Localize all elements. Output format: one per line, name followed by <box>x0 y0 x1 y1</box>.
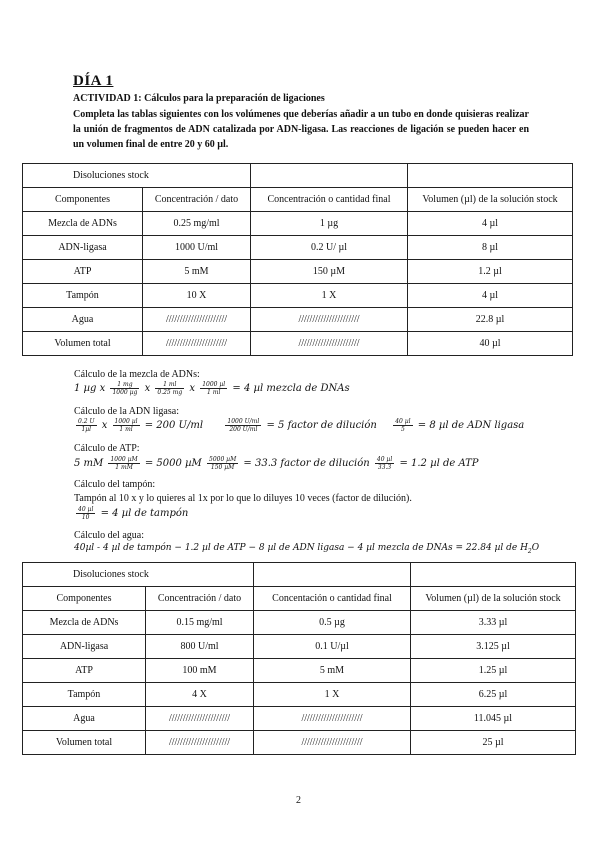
table-cell: Mezcla de ADNs <box>23 212 143 236</box>
table-row <box>23 236 573 260</box>
table-2-header-row <box>23 563 576 587</box>
table-row <box>23 731 576 755</box>
table-cell: ATP <box>23 659 146 683</box>
table-row <box>23 212 573 236</box>
table-cell: 4 µl <box>408 212 573 236</box>
table-cell: 1 X <box>251 284 408 308</box>
table-cell: ////////////////////// <box>251 332 408 356</box>
table-row <box>23 308 573 332</box>
table-cell: 800 U/ml <box>146 635 254 659</box>
table-cell: 40 µl <box>408 332 573 356</box>
page-number: 2 <box>296 795 301 806</box>
table-cell: Volumen total <box>23 731 146 755</box>
table-1-header-row <box>23 164 573 188</box>
atp-calc-label: Cálculo de ATP: <box>74 443 140 454</box>
table-cell: 11.045 µl <box>411 707 576 731</box>
fraction: $\frac{1 ml}{0.25 mg}$ <box>157 381 183 396</box>
table-cell: ////////////////////// <box>143 332 251 356</box>
page-title: DÍA 1 <box>73 73 114 89</box>
table-row <box>23 635 576 659</box>
agua-calc-formula: 40µl - 4 µl de tampón − 1.2 µl de ATP − 8 µl de ADN ligasa − 4 µl mezcla de DNAs = 22.84 µl de $H_2O$ <box>74 543 540 555</box>
table-row <box>23 260 573 284</box>
ligase-calc-label: Cálculo de la ADN ligasa: <box>74 406 179 417</box>
fraction: $\frac{\text{5000 µM}}{\text{150 µM}}$ <box>209 456 237 471</box>
table-1-title: Disoluciones stock <box>23 164 251 188</box>
table-cell: 4 X <box>146 683 254 707</box>
intro-paragraph: Completa las tablas siguientes con los volúmenes que deberías añadir a un tubo en donde quisieras realizar la unión de fragmentos de ADN catalizada por ADN-ligasa. Las reacciones de ligación se pueden hacer en un volumen final de entre 20 y 60 µl. <box>73 109 529 150</box>
table-cell: 1.2 µl <box>408 260 573 284</box>
table-cell: 8 µl <box>408 236 573 260</box>
fraction: $\frac{\text{40 µl}}{5}$ <box>395 418 411 433</box>
column-header: Volumen (µl) de la solución stock <box>408 188 573 212</box>
table-cell: ////////////////////// <box>146 707 254 731</box>
table-cell: ATP <box>23 260 143 284</box>
tampon-calc-label: Cálculo del tampón: <box>74 479 156 490</box>
fraction: $\frac{\text{1000 µl}}{1 ml}$ <box>202 381 226 396</box>
table-cell: ////////////////////// <box>254 707 411 731</box>
column-header: Concentración / dato <box>146 587 254 611</box>
table-cell: ////////////////////// <box>146 731 254 755</box>
atp-calc-formula: 5 mM $\frac{\text{1000 µM}}{1 mM}$ = 5000 µM $\frac{\text{5000 µM}}{\text{150 µM}}$ = 33.3 factor de dilución $\frac{\text{40 µl}}{33.3}$ = 1.2 µl de ATP <box>74 456 479 471</box>
table-cell: 5 mM <box>254 659 411 683</box>
table-cell: 0.1 U/µl <box>254 635 411 659</box>
table-cell: ////////////////////// <box>254 731 411 755</box>
tampon-calc-text: Tampón al 10 x y lo quieres al 1x por lo que lo diluyes 10 veces (factor de dilución). <box>74 493 412 504</box>
table-cell: 25 µl <box>411 731 576 755</box>
fraction: $\frac{0.2 U}{\text{1µl}}$ <box>78 418 95 433</box>
table-cell: ADN-ligasa <box>23 635 146 659</box>
table-cell: Volumen total <box>23 332 143 356</box>
table-cell: Tampón <box>23 683 146 707</box>
fraction: $\frac{1000 U/ml}{200 U/ml}$ <box>227 418 260 433</box>
table-cell: 1.25 µl <box>411 659 576 683</box>
table-1-columns <box>23 188 573 212</box>
table-cell: 3.33 µl <box>411 611 576 635</box>
column-header: Componentes <box>23 188 143 212</box>
table-cell: 100 mM <box>146 659 254 683</box>
column-header: Componentes <box>23 587 146 611</box>
fraction: $\frac{\text{1000 µM}}{1 mM}$ <box>110 456 138 471</box>
table-cell: 0.25 mg/ml <box>143 212 251 236</box>
table-cell: 10 X <box>143 284 251 308</box>
column-header: Concentración o cantidad final <box>251 188 408 212</box>
table-cell: 0.5 µg <box>254 611 411 635</box>
table-cell: 6.25 µl <box>411 683 576 707</box>
table-row <box>23 284 573 308</box>
dna-calc-formula: 1 µg x $\frac{1 mg}{\text{1000 µg}}$ x $\frac{1 ml}{0.25 mg}$ x $\frac{\text{1000 µl}}{1 ml}$ = 4 µl mezcla de DNAs <box>74 381 350 396</box>
table-cell: ADN-ligasa <box>23 236 143 260</box>
column-header: Concentación o cantidad final <box>254 587 411 611</box>
table-cell: 4 µl <box>408 284 573 308</box>
table-2-title: Disoluciones stock <box>23 563 254 587</box>
table-row <box>23 659 576 683</box>
table-cell: 0.15 mg/ml <box>146 611 254 635</box>
table-cell: 22.8 µl <box>408 308 573 332</box>
agua-calc-label: Cálculo del agua: <box>74 530 144 541</box>
dna-calc-label: Cálculo de la mezcla de ADNs: <box>74 369 200 380</box>
table-cell: Mezcla de ADNs <box>23 611 146 635</box>
table-cell: Tampón <box>23 284 143 308</box>
table-cell: 1000 U/ml <box>143 236 251 260</box>
table-cell: ////////////////////// <box>251 308 408 332</box>
column-header: Volumen (µl) de la solución stock <box>411 587 576 611</box>
table-cell: 0.2 U/ µl <box>251 236 408 260</box>
table-2-columns <box>23 587 576 611</box>
table-row <box>23 683 576 707</box>
fraction: $\frac{1 mg}{\text{1000 µg}}$ <box>112 381 138 396</box>
table-cell: 5 mM <box>143 260 251 284</box>
table-row <box>23 332 573 356</box>
table-row <box>23 611 576 635</box>
ligase-calc-formula: $\frac{0.2 U}{\text{1µl}}$ x $\frac{\text{1000 µl}}{1 ml}$ = 200 U/ml $\frac{1000 U/ml}{200 U/ml}$ = 5 factor de dilución $\frac{\text{40 µl}}{5}$ = 8 µl de ADN ligasa <box>78 418 525 433</box>
tampon-calc-formula: $\frac{\text{40 µl}}{10}$ = 4 µl de tampón <box>78 506 189 521</box>
table-cell: ////////////////////// <box>143 308 251 332</box>
table-cell: Agua <box>23 707 146 731</box>
table-1 <box>22 163 573 356</box>
column-header: Concentración / dato <box>143 188 251 212</box>
table-row <box>23 707 576 731</box>
activity-subtitle: ACTIVIDAD 1: Cálculos para la preparación de ligaciones <box>73 93 325 104</box>
fraction: $\frac{\text{40 µl}}{33.3}$ <box>376 456 393 471</box>
table-cell: 1 µg <box>251 212 408 236</box>
fraction: $\frac{\text{1000 µl}}{1 ml}$ <box>114 418 138 433</box>
table-2 <box>22 562 576 755</box>
table-cell: 3.125 µl <box>411 635 576 659</box>
table-cell: 150 µM <box>251 260 408 284</box>
fraction: $\frac{\text{40 µl}}{10}$ <box>78 506 94 521</box>
table-cell: 1 X <box>254 683 411 707</box>
table-cell: Agua <box>23 308 143 332</box>
